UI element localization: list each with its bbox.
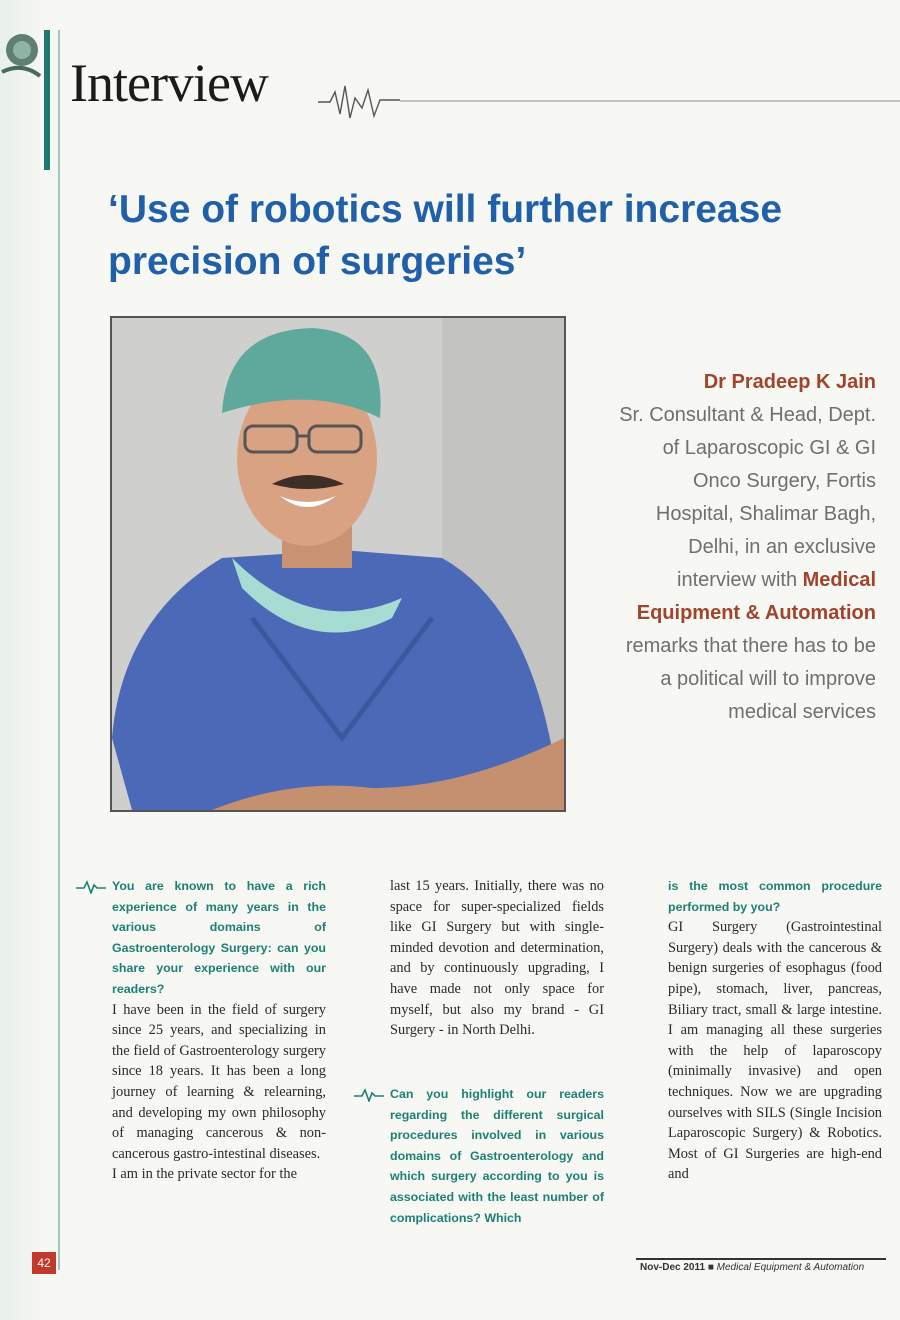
left-margin-band <box>0 0 40 1320</box>
column-2 <box>390 876 604 1041</box>
margin-rule <box>58 30 60 1270</box>
column-1 <box>112 876 326 1185</box>
title-accent-bar <box>44 30 50 170</box>
surgeon-photo <box>110 316 566 812</box>
answer-1-continued: I am in the private sector for the <box>112 1166 298 1183</box>
question-ecg-icon <box>76 880 106 894</box>
stethoscope-icon <box>0 24 44 84</box>
footer-credit <box>640 1262 864 1273</box>
interviewee-name: Dr Pradeep K Jain <box>703 371 876 393</box>
column-3 <box>668 876 882 1185</box>
question-1: You are known to have a rich experience of many years in the various domains of Gastroenterology Surgery: can you share your experience with our readers? <box>112 879 326 996</box>
footer-separator: ■ <box>707 1262 714 1273</box>
ecg-line-icon <box>318 78 400 128</box>
intro-blurb <box>610 366 876 729</box>
intro-magazine-name: Medical Equipment & Automation <box>636 569 876 624</box>
footer-magazine: Medical Equipment & Automation <box>716 1262 865 1273</box>
headline: ‘Use of robotics will further increase precision of surgeries’ <box>108 188 783 283</box>
title-rule <box>400 100 900 102</box>
section-title: Interview <box>70 53 268 113</box>
column-2-question <box>390 1084 604 1228</box>
question-ecg-icon-2 <box>354 1088 384 1102</box>
answer-1-end: last 15 years. Initially, there was no space for super-specialized fields like GI Surgery but with single-minded devotion and determination, and by continuously upgrading, I have made not only space for myself, but also my brand - GI Surgery - in North Delhi. <box>390 878 604 1039</box>
intro-text-a: Sr. Consultant & Head, Dept. of Laparoscopic GI & GI Onco Surgery, Fortis Hospital, Shalimar Bagh, Delhi, in an exclusive interview with <box>619 404 876 591</box>
page-number: 42 <box>32 1252 56 1274</box>
surgeon-illustration <box>112 318 564 810</box>
footer-rule <box>636 1258 886 1260</box>
footer-issue: Nov-Dec 2011 <box>640 1262 706 1273</box>
question-2-end: is the most common procedure performed by you? <box>668 879 882 914</box>
answer-1: I have been in the field of surgery since 25 years, and specializing in the field of Gastroenterology surgery since 18 years. It has been a long journey of learning & relearning, and developing my own philosophy of managing cancerous & non-cancerous gastro-intestinal diseases. <box>112 1001 326 1162</box>
intro-text-b: remarks that there has to be a political will to improve medical services <box>625 635 876 723</box>
answer-2: GI Surgery (Gastrointestinal Surgery) deals with the cancerous & benign surgeries of esophagus (food pipe), stomach, liver, pancreas, Biliary tract, small & large intestine. I am managing all these surgeries with the help of laparoscopy (minimally invasive) and open techniques. Now we are upgrading ourselves with SILS (Single Incision Laparoscopic Surgery) & Robotics. Most of GI Surgeries are high-end and <box>668 919 882 1183</box>
question-2: Can you highlight our readers regarding the different surgical procedures involved in various domains of Gastroenterology and which surgery according to you is associated with the least number of complications? Which <box>390 1087 604 1225</box>
